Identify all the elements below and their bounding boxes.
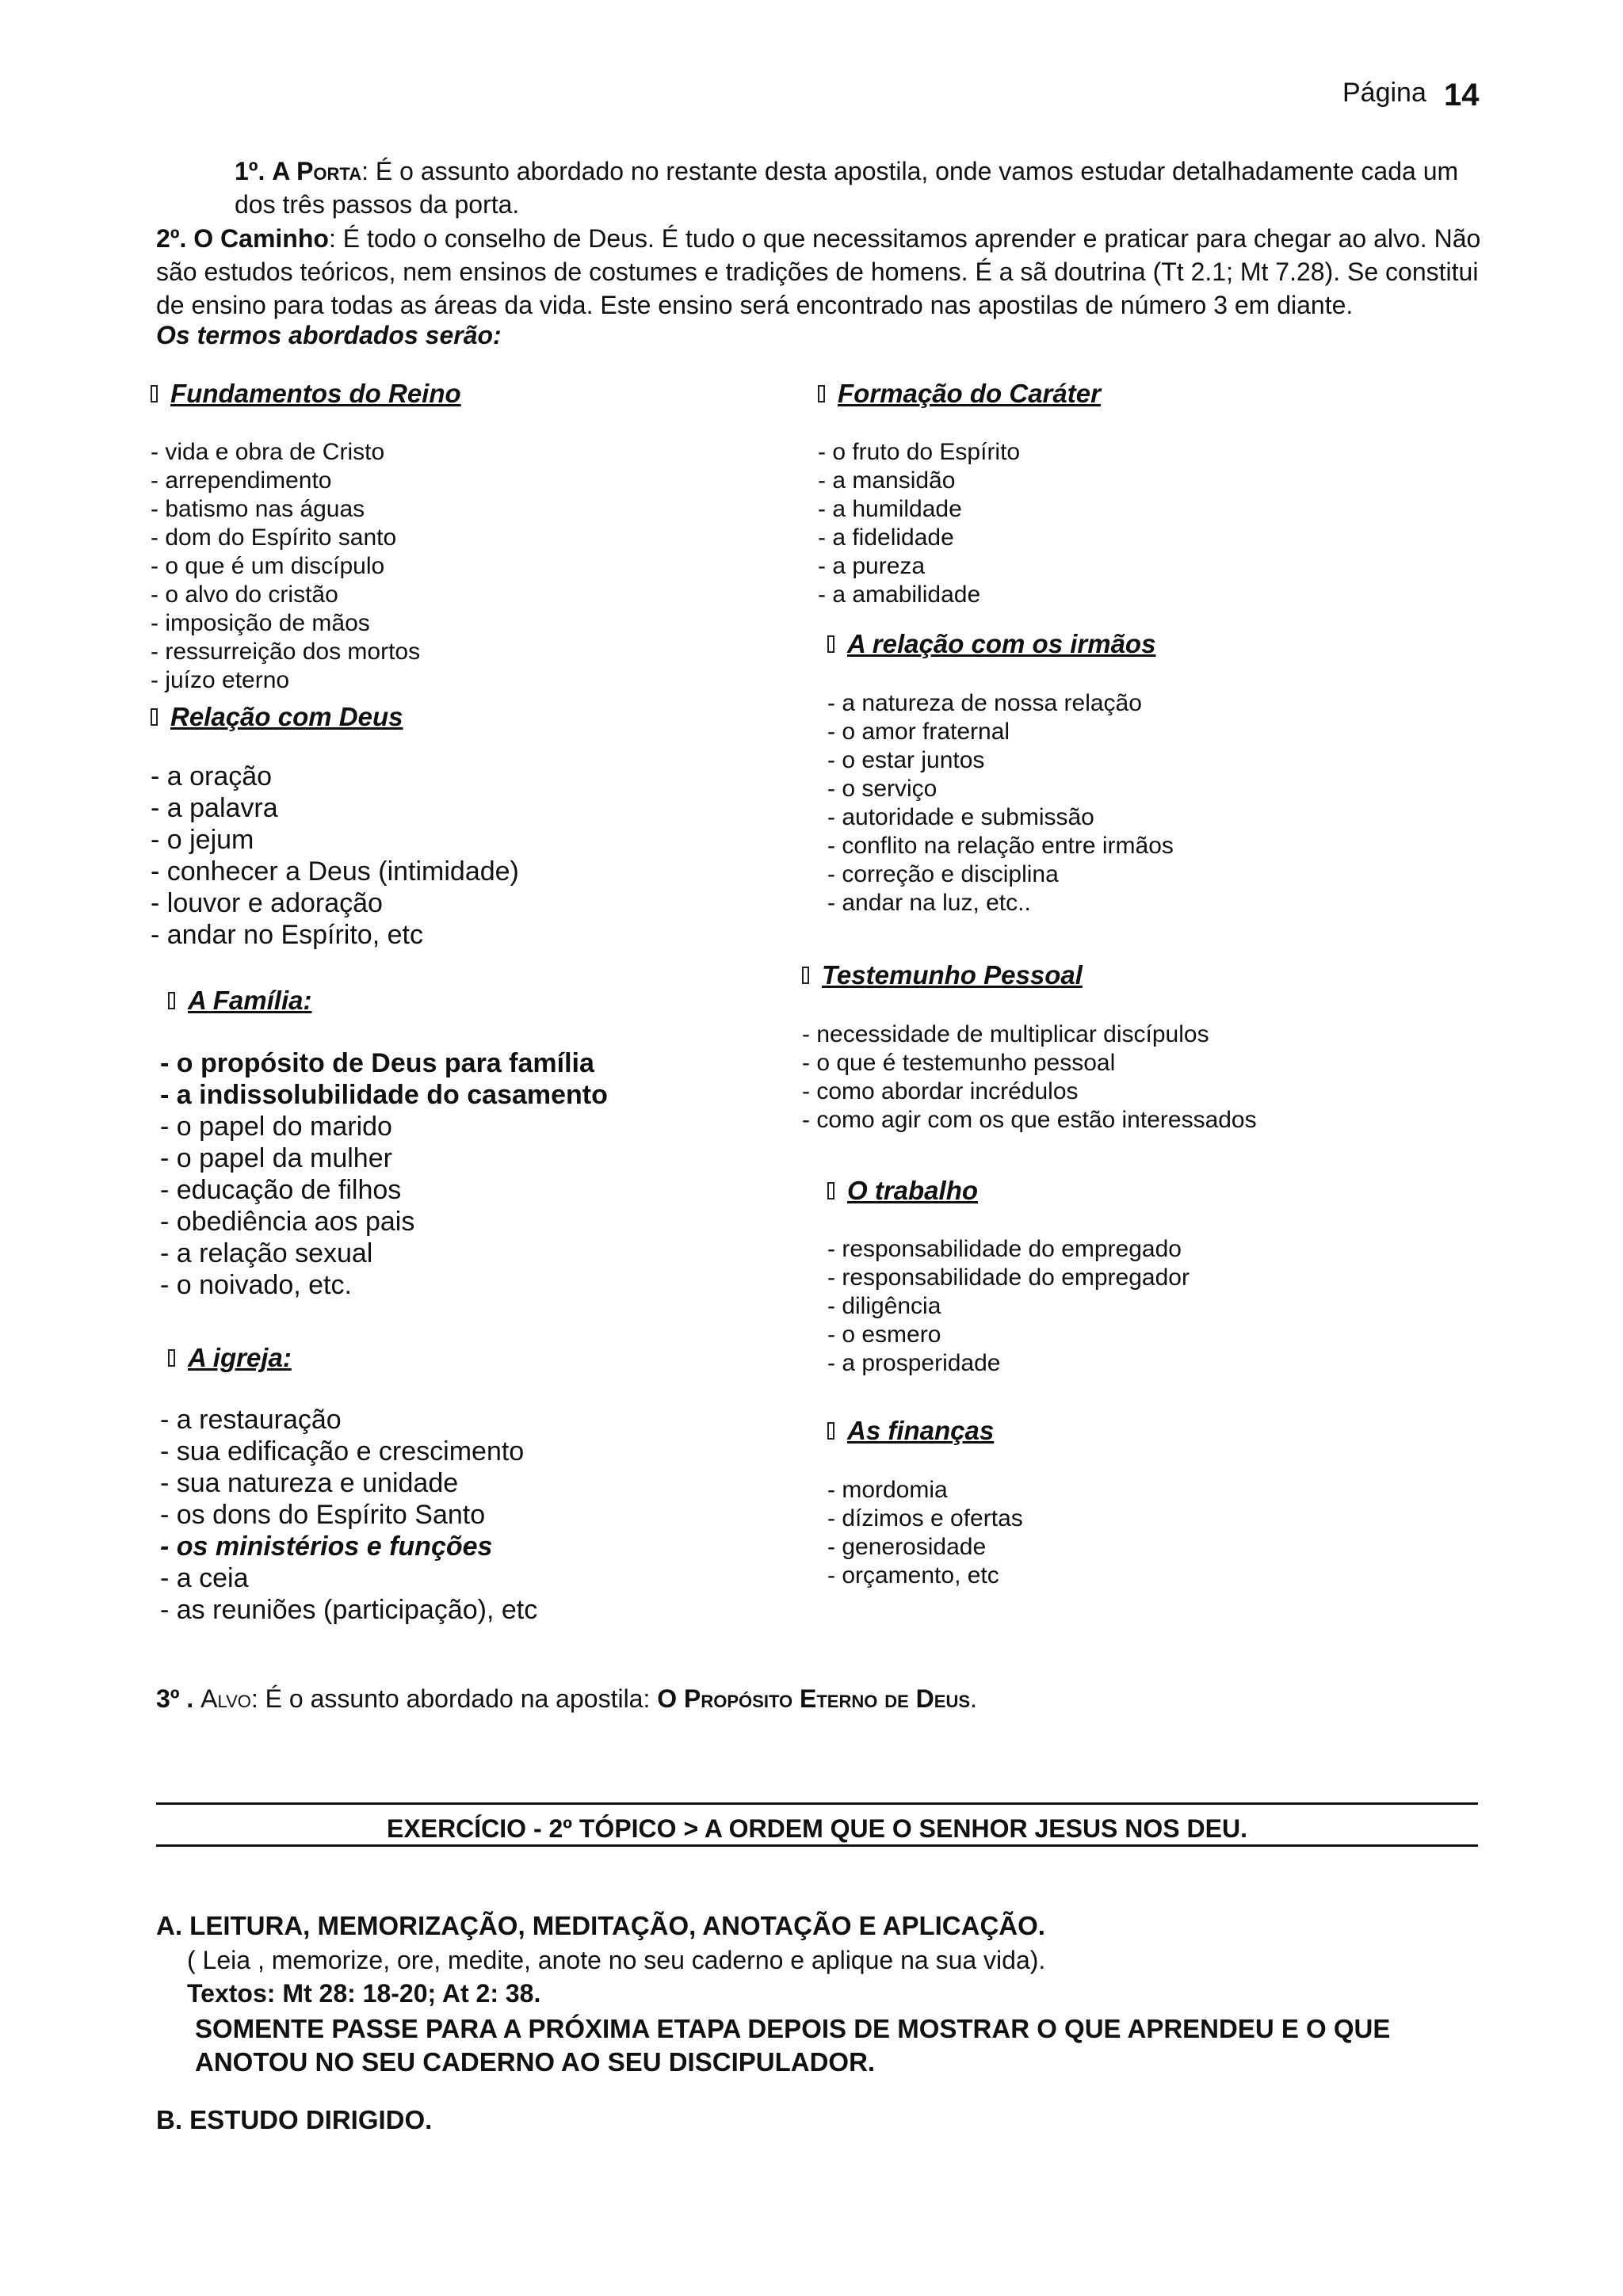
list-item: - o papel da mulher	[160, 1143, 392, 1173]
bullet-box-icon	[151, 385, 158, 402]
list-trabalho	[827, 1235, 1190, 1378]
list-relacao-deus	[151, 761, 519, 951]
list-item: - a pureza	[818, 553, 926, 579]
list-igreja	[160, 1404, 537, 1626]
porta-text: : É o assunto abordado no restante desta apostila, onde vamos estudar detalhadamente cada um dos três passos da porta.	[235, 157, 1459, 219]
list-item: - a natureza de nossa relação	[827, 690, 1142, 716]
list-item: - a mansidão	[818, 467, 956, 494]
list-item: - a amabilidade	[818, 582, 981, 608]
list-item: - sua edificação e crescimento	[160, 1436, 525, 1466]
list-item: - dízimos e ofertas	[827, 1505, 1023, 1531]
list-item: - ressurreição dos mortos	[151, 639, 421, 665]
porta-number: 1º.	[235, 157, 265, 185]
section-title: A igreja:	[188, 1343, 292, 1372]
list-item: - como abordar incrédulos	[802, 1078, 1079, 1104]
termos-heading: Os termos abordados serão:	[156, 321, 502, 349]
list-item: - responsabilidade do empregador	[827, 1264, 1190, 1291]
section-heading-familia	[168, 986, 311, 1016]
section-heading-financas	[827, 1416, 994, 1446]
bullet-box-icon	[827, 1422, 834, 1440]
list-item: - o jejum	[151, 825, 254, 855]
section-title: Fundamentos do Reino	[170, 379, 461, 408]
list-item: - juízo eterno	[151, 667, 290, 693]
list-item: - a relação sexual	[160, 1238, 373, 1268]
divider-top	[156, 1802, 1478, 1805]
alvo-reference: O Propósito Eterno de Deus	[657, 1684, 971, 1713]
list-item: - a humildade	[818, 496, 962, 522]
section-a-note: ( Leia , memorize, ore, medite, anote no seu caderno e aplique na sua vida).	[187, 1946, 1046, 1974]
list-carater	[818, 438, 1020, 609]
list-item: - mordomia	[827, 1477, 948, 1503]
list-item: - arrependimento	[151, 467, 332, 494]
list-item: - a prosperidade	[827, 1350, 1001, 1376]
list-item: - o alvo do cristão	[151, 582, 338, 608]
paragraph-porta	[235, 154, 1479, 221]
section-title: Relação com Deus	[170, 702, 403, 731]
section-heading-fundamentos	[151, 379, 461, 409]
bullet-box-icon	[168, 992, 175, 1009]
list-item: - os ministérios e funções	[160, 1531, 493, 1562]
section-heading-relacao-deus	[151, 702, 403, 732]
list-fundamentos	[151, 438, 420, 695]
paragraph-alvo	[156, 1684, 977, 1714]
bullet-box-icon	[818, 385, 825, 402]
bullet-box-icon	[802, 967, 809, 984]
exercise-title: EXERCÍCIO - 2º TÓPICO > A ORDEM QUE O SENHOR JESUS NOS DEU.	[387, 1814, 1247, 1843]
section-heading-irmaos	[827, 629, 1155, 659]
alvo-number: 3º .	[156, 1684, 194, 1713]
list-item: - andar na luz, etc..	[827, 890, 1031, 916]
list-item: - andar no Espírito, etc	[151, 920, 423, 950]
list-item: - como agir com os que estão interessados	[802, 1107, 1257, 1133]
list-item: - conhecer a Deus (intimidade)	[151, 856, 519, 887]
list-item: - o fruto do Espírito	[818, 439, 1021, 465]
section-b-heading: B. ESTUDO DIRIGIDO.	[156, 2105, 433, 2134]
list-item: - correção e disciplina	[827, 861, 1059, 887]
section-title: O trabalho	[847, 1176, 979, 1205]
section-a-textos: Textos: Mt 28: 18-20; At 2: 38.	[187, 1979, 541, 2008]
paragraph-caminho	[156, 222, 1495, 322]
list-item: - diligência	[827, 1293, 941, 1319]
section-title: Testemunho Pessoal	[822, 960, 1083, 990]
list-item: - o estar juntos	[827, 747, 985, 773]
alvo-term: Alvo	[200, 1684, 251, 1713]
section-heading-carater	[818, 379, 1101, 409]
section-heading-igreja	[168, 1343, 292, 1373]
list-irmaos	[827, 689, 1174, 917]
list-familia	[160, 1047, 608, 1301]
list-item: - necessidade de multiplicar discípulos	[802, 1021, 1209, 1047]
section-a-warning: SOMENTE PASSE PARA A PRÓXIMA ETAPA DEPOIS DE MOSTRAR O QUE APRENDEU E O QUE ANOTOU NO SEU CADERNO AO SEU DISCIPULADOR.	[195, 2014, 1391, 2077]
list-item: - educação de filhos	[160, 1175, 402, 1205]
list-item: - sua natureza e unidade	[160, 1468, 459, 1498]
list-item: - a indissolubilidade do casamento	[160, 1080, 608, 1110]
list-item: - o papel do marido	[160, 1112, 392, 1142]
list-item: - a ceia	[160, 1563, 249, 1593]
list-item: - batismo nas águas	[151, 496, 365, 522]
section-heading-testemunho	[802, 960, 1083, 990]
list-item: - o propósito de Deus para família	[160, 1048, 594, 1078]
list-item: - as reuniões (participação), etc	[160, 1595, 538, 1625]
list-item: - a restauração	[160, 1405, 342, 1435]
list-item: - conflito na relação entre irmãos	[827, 833, 1174, 859]
list-item: - os dons do Espírito Santo	[160, 1500, 486, 1530]
list-item: - o esmero	[827, 1322, 941, 1348]
list-item: - o que é testemunho pessoal	[802, 1050, 1116, 1076]
list-item: - a palavra	[151, 793, 278, 823]
page-label: Página	[1342, 78, 1426, 108]
list-item: - louvor e adoração	[151, 888, 383, 918]
list-item: - o amor fraternal	[827, 719, 1010, 745]
list-item: - autoridade e submissão	[827, 804, 1094, 830]
list-item: - o que é um discípulo	[151, 553, 385, 579]
divider-bottom	[156, 1844, 1478, 1847]
bullet-box-icon	[168, 1349, 175, 1367]
list-item: - responsabilidade do empregado	[827, 1236, 1182, 1262]
page-number: 14	[1444, 78, 1480, 113]
list-item: - o serviço	[827, 776, 938, 802]
section-title: Formação do Caráter	[838, 379, 1101, 408]
section-title: A relação com os irmãos	[847, 629, 1156, 658]
list-item: - a oração	[151, 761, 273, 791]
list-item: - orçamento, etc	[827, 1562, 999, 1589]
porta-term: A Porta	[272, 157, 362, 185]
list-financas	[827, 1476, 1023, 1590]
list-item: - o noivado, etc.	[160, 1270, 352, 1300]
list-item: - obediência aos pais	[160, 1207, 415, 1237]
section-heading-trabalho	[827, 1176, 978, 1206]
list-testemunho	[802, 1020, 1257, 1135]
section-a-heading: A. LEITURA, MEMORIZAÇÃO, MEDITAÇÃO, ANOTAÇÃO E APLICAÇÃO.	[156, 1911, 1045, 1940]
list-item: - vida e obra de Cristo	[151, 439, 385, 465]
alvo-end: .	[970, 1684, 977, 1713]
list-item: - dom do Espírito santo	[151, 524, 397, 551]
section-title: As finanças	[847, 1416, 995, 1445]
list-item: - generosidade	[827, 1534, 987, 1560]
section-title: A Família:	[188, 986, 312, 1015]
alvo-text: : É o assunto abordado na apostila:	[250, 1684, 658, 1713]
list-item: - a fidelidade	[818, 524, 954, 551]
bullet-box-icon	[151, 708, 158, 726]
list-item: - imposição de mãos	[151, 610, 370, 636]
caminho-term: 2º. O Caminho	[156, 224, 329, 253]
caminho-text: : É todo o conselho de Deus. É tudo o que necessitamos aprender e praticar para chegar ao alvo. Não são estudos teóricos, nem ensinos de costumes e tradições de homens. É a sã doutrina (Tt 2.1; Mt 7.28). Se constitui de ensino para todas as áreas da vida. Este ensino será encontrado nas apostilas de número 3 em diante.	[156, 224, 1481, 319]
bullet-box-icon	[827, 635, 834, 653]
bullet-box-icon	[827, 1182, 834, 1199]
